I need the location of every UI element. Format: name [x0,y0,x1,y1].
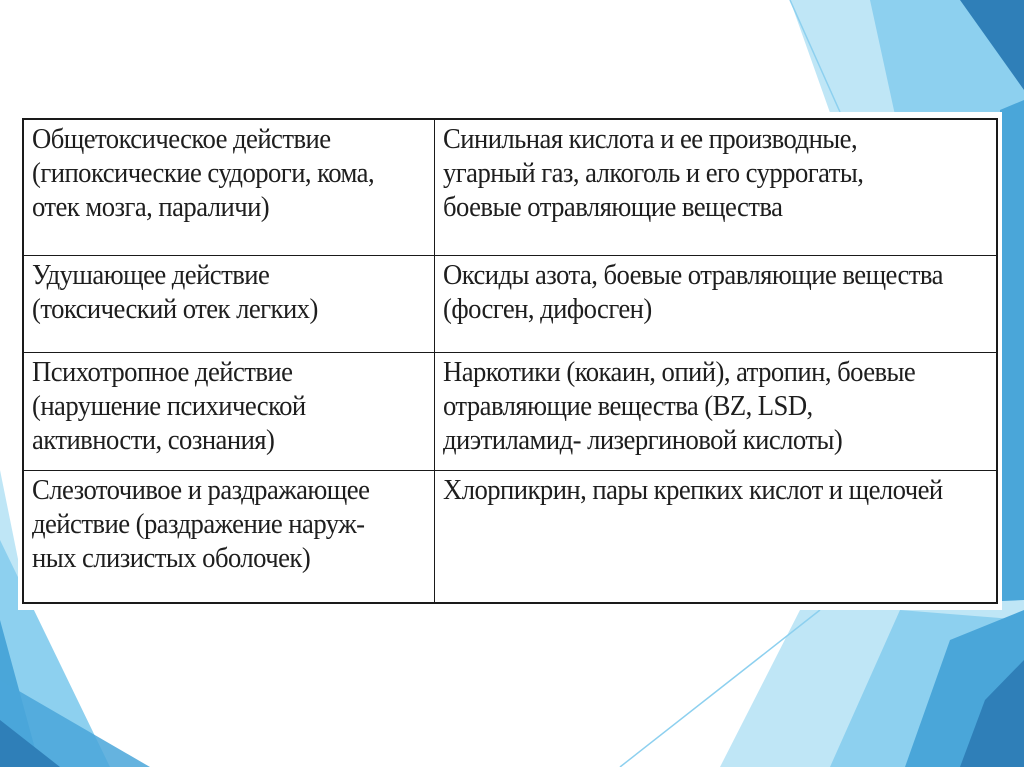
table-row [23,256,997,353]
effect-cell [23,119,435,256]
toxic-effects-table [22,118,998,604]
agents-text: Оксиды азота, боевые отравляющие вещества (фосген, дифосген) [443,259,943,326]
table-row [23,470,997,603]
agents-cell [435,256,998,353]
agents-text: Хлорпикрин, пары крепких кислот и щелочей [443,473,943,506]
effect-cell [23,470,435,603]
table-image-frame [18,112,1002,610]
effect-cell [23,353,435,470]
effect-text: Слезоточивое и раздражающее действие (раздражение наруж-ных слизистых оболочек) [32,473,370,574]
effect-text: Общетоксическое действие (гипоксические судороги, кома, отек мозга, параличи) [32,123,375,223]
agents-cell [435,119,998,256]
agents-text: Синильная кислота и ее производные, угарный газ, алкоголь и его суррогаты, боевые отравляющие вещества [443,123,864,223]
agents-text: Наркотики (кокаин, опий), атропин, боевые отравляющие вещества (BZ, LSD, диэтиламид- лизергиновой кислоты) [443,356,916,457]
decor-shape-right-band [1000,100,1024,610]
agents-cell [435,353,998,470]
effect-text: Удушающее действие (токсический отек легких) [32,259,318,326]
effect-cell [23,256,435,353]
table-row [23,119,997,256]
effect-text: Психотропное действие (нарушение психической активности, сознания) [32,356,306,457]
table-row [23,353,997,470]
agents-cell [435,470,998,603]
